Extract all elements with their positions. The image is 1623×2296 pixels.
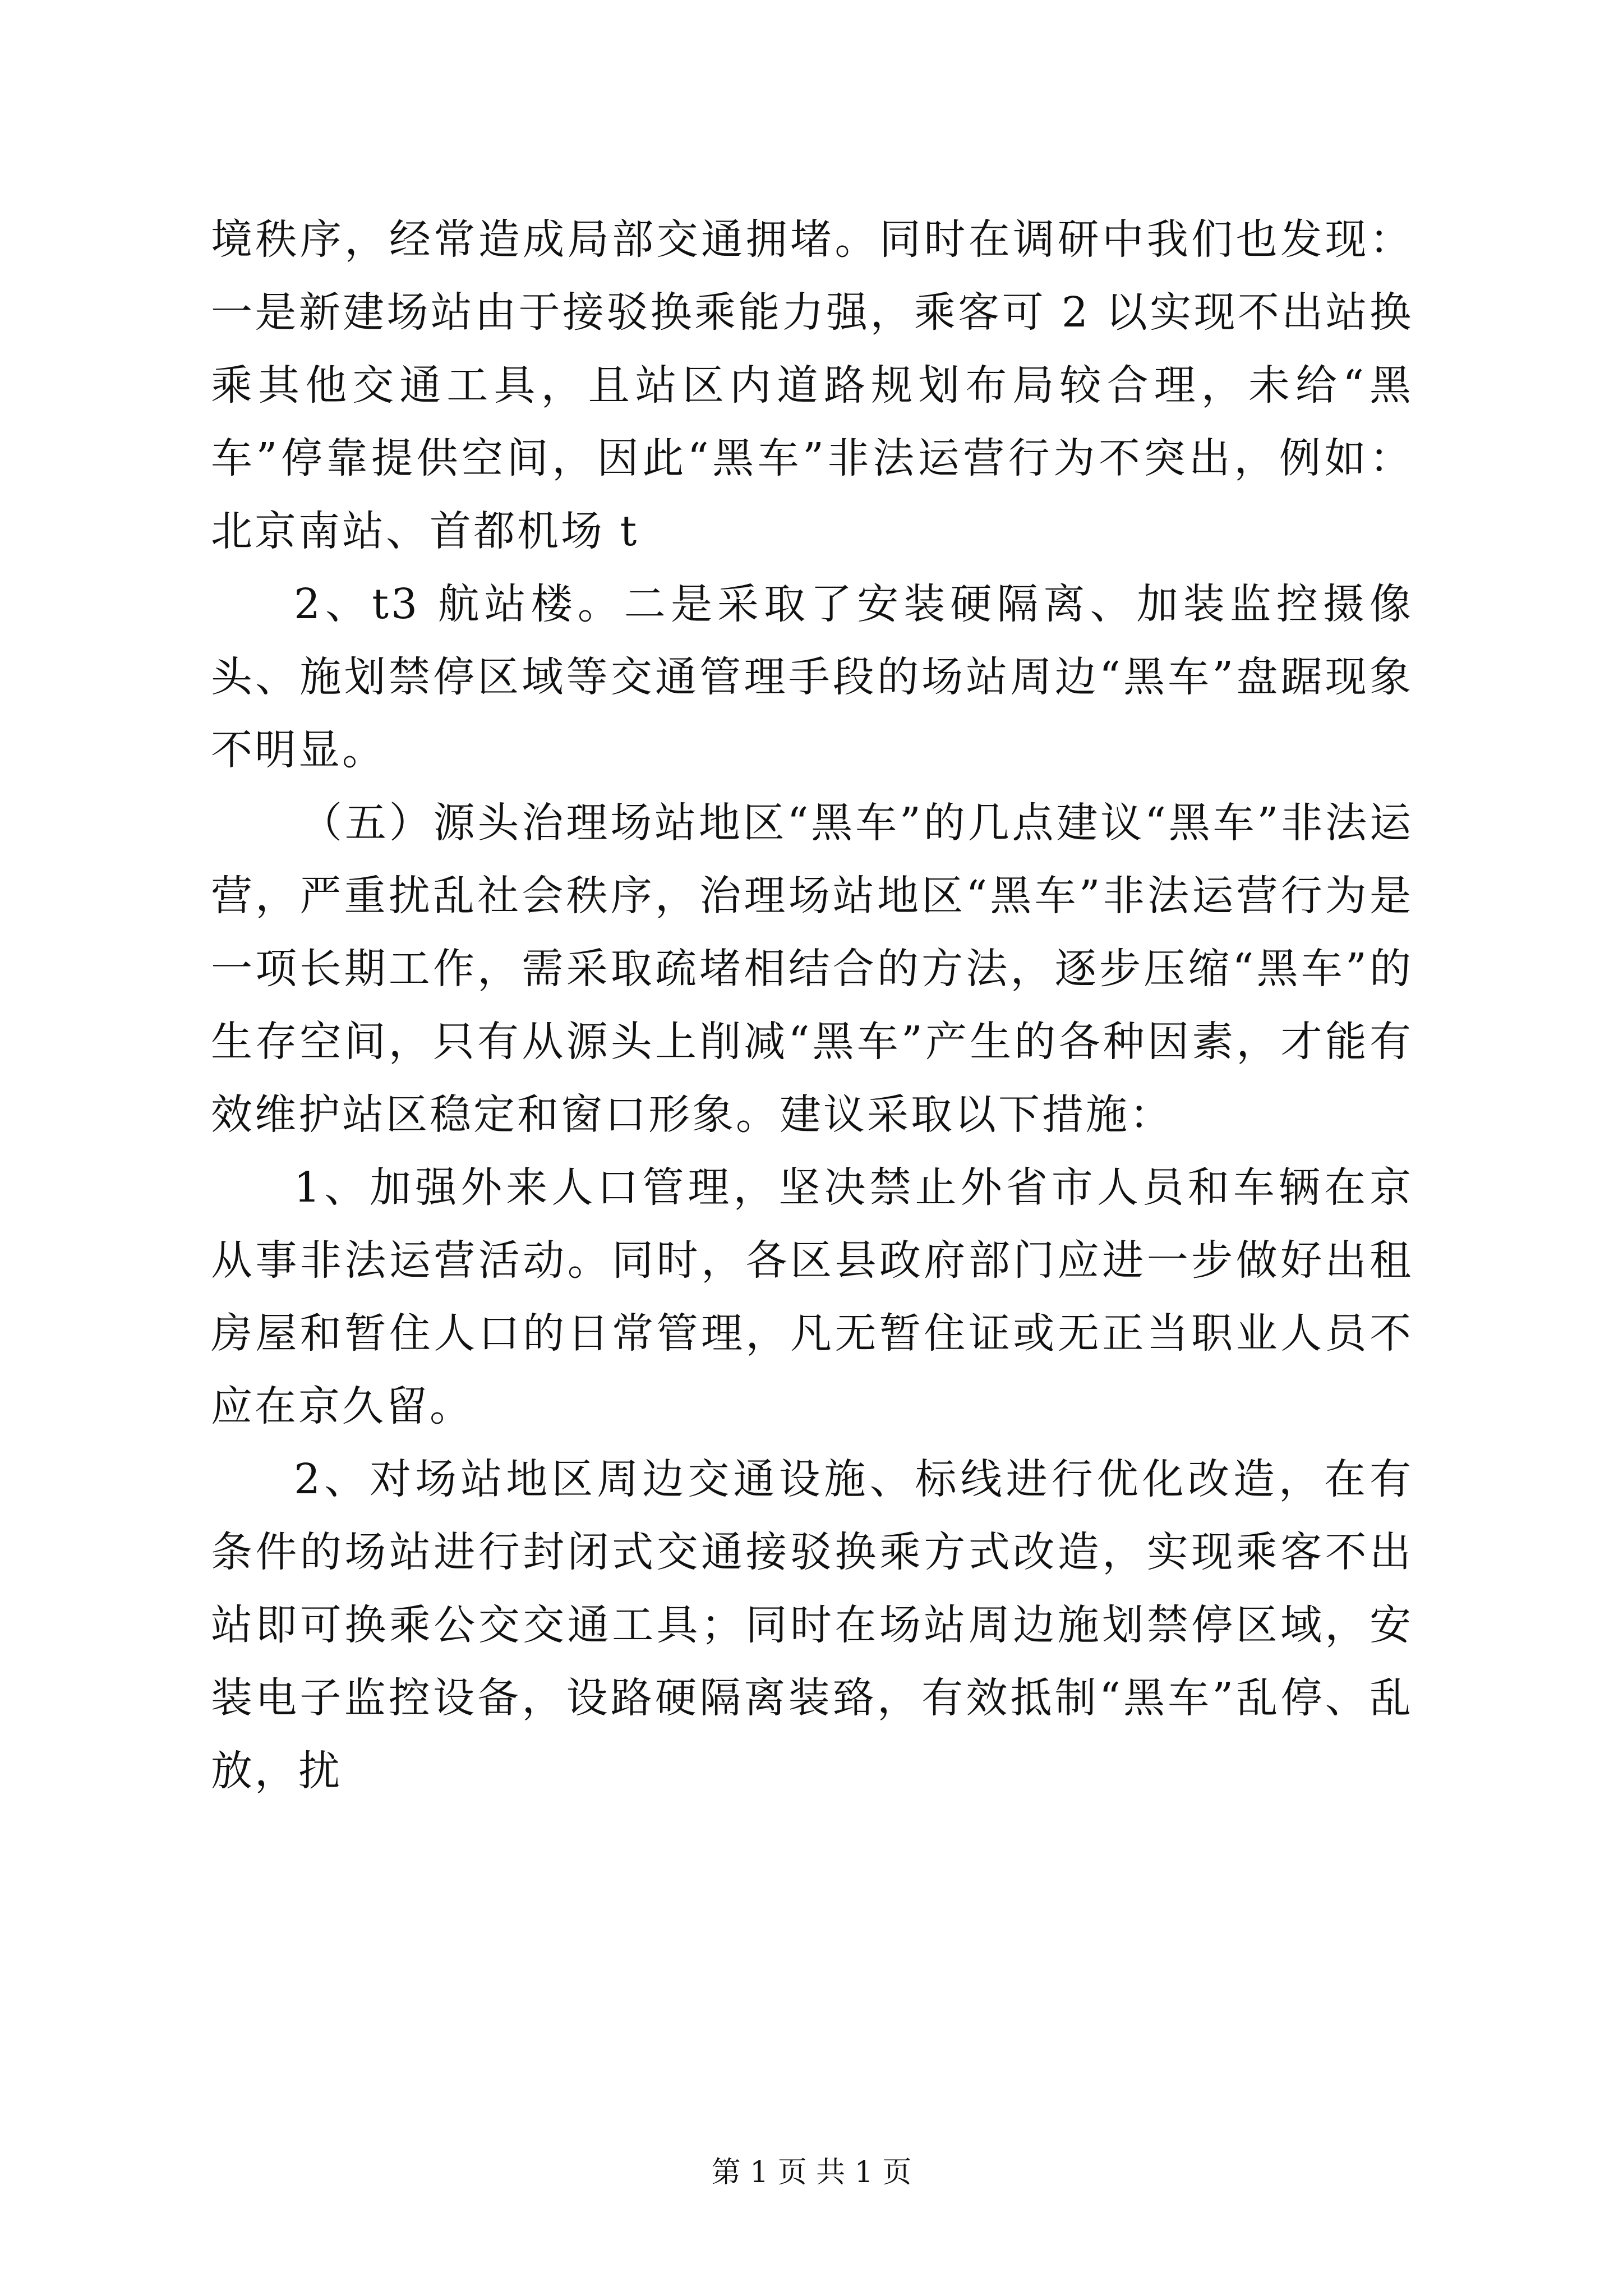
paragraph-4: 1、加强外来人口管理，坚决禁止外省市人员和车辆在京从事非法运营活动。同时，各区县政府部门应进一步做好出租房屋和暂住人口的日常管理，凡无暂住证或无正当职业人员不应在京久留。 (211, 1163, 1413, 1430)
page-footer: 第 1 页 共 1 页 (711, 2156, 912, 2189)
paragraph-1: 境秩序，经常造成局部交通拥堵。同时在调研中我们也发现：一是新建场站由于接驳换乘能力强，乘客可 2 以实现不出站换乘其他交通工具，且站区内道路规划布局较合理，未给“黑车”停靠提供空间，因此“黑车”非法运营行为不突出，例如：北京南站、首都机场 t (211, 215, 1413, 555)
paragraph-5: 2、对场站地区周边交通设施、标线进行优化改造，在有条件的场站进行封闭式交通接驳换乘方式改造，实现乘客不出站即可换乘公交交通工具；同时在场站周边施划禁停区域，安装电子监控设备，设路硬隔离装臵，有效抵制“黑车”乱停、乱放，扰 (211, 1455, 1413, 1795)
document-body (211, 203, 1413, 1807)
paragraph-3: （五）源头治理场站地区“黑车”的几点建议“黑车”非法运营，严重扰乱社会秩序，治理场站地区“黑车”非法运营行为是一项长期工作，需采取疏堵相结合的方法，逐步压缩“黑车”的生存空间，只有从源头上削减“黑车”产生的各种因素，才能有效维护站区稳定和窗口形象。建议采取以下措施： (211, 799, 1413, 1139)
paragraph-2: 2、t3 航站楼。二是采取了安装硬隔离、加装监控摄像头、施划禁停区域等交通管理手段的场站周边“黑车”盘踞现象不明显。 (211, 580, 1413, 774)
